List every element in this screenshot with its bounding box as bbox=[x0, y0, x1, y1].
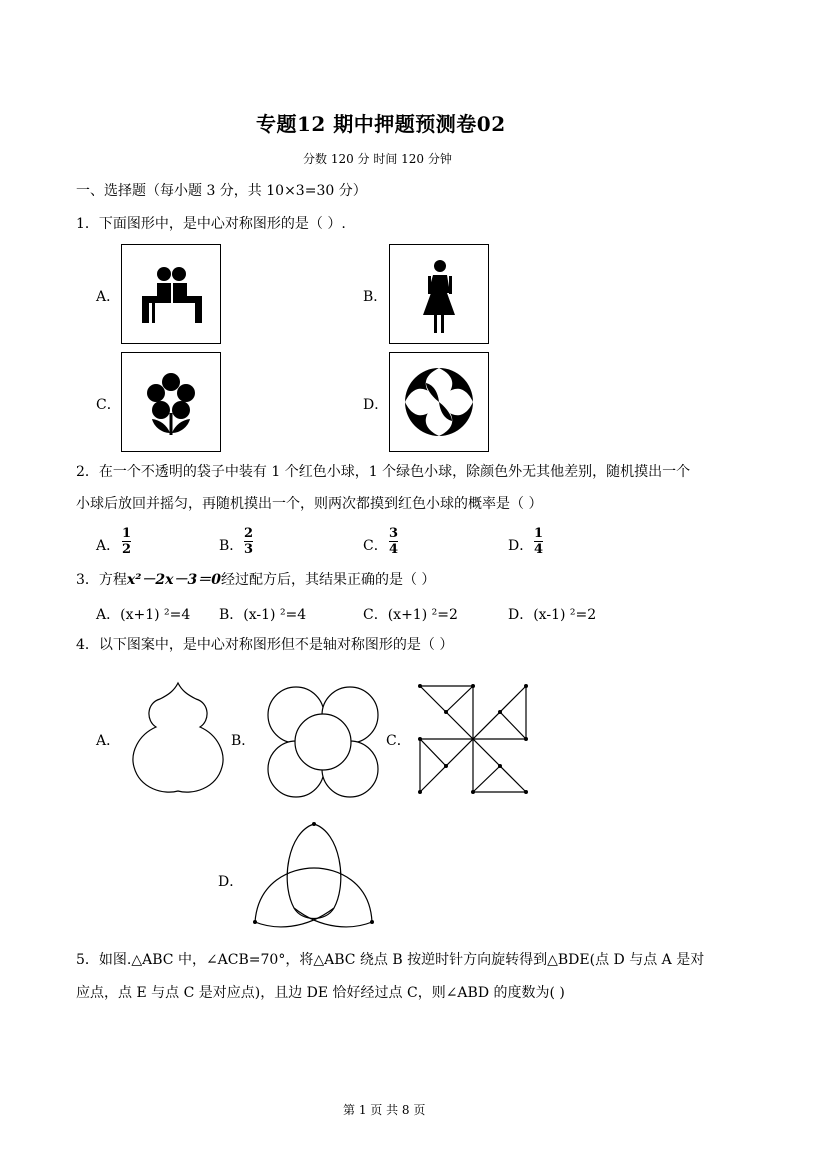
pinwheel-icon bbox=[418, 684, 528, 794]
q1-option-a-label: A． bbox=[96, 289, 121, 305]
fraction-denominator: 3 bbox=[244, 542, 254, 557]
flower-icon bbox=[122, 353, 220, 451]
q2-option-a-fraction bbox=[122, 527, 131, 556]
q1-option-b-figure bbox=[389, 244, 489, 344]
fraction-denominator: 4 bbox=[534, 542, 544, 557]
fraction-numerator: 1 bbox=[534, 526, 544, 541]
q3-option-c: C．(x+1) ²=2 bbox=[363, 607, 458, 623]
q2-option-b-label: B． bbox=[219, 538, 244, 554]
fraction-denominator: 4 bbox=[389, 542, 399, 557]
page-title: 专题12 期中押题预测卷02 bbox=[256, 112, 506, 136]
q2-option-d-fraction bbox=[534, 527, 543, 556]
q4-option-b-label: B． bbox=[231, 733, 256, 749]
page-subtitle: 分数 120 分 时间 120 分钟 bbox=[303, 152, 452, 166]
q1-option-b-label: B． bbox=[363, 289, 388, 305]
q1-option-d-label: D． bbox=[363, 397, 389, 413]
q1-option-a-figure bbox=[121, 244, 221, 344]
q2-option-d-label: D． bbox=[508, 538, 534, 554]
page-footer: 第 1 页 共 8 页 bbox=[343, 1103, 426, 1117]
q3-option-d: D．(x-1) ²=2 bbox=[508, 607, 597, 623]
question-2-line-2: 小球后放回并摇匀，再随机摸出一个，则两次都摸到红色小球的概率是（ ） bbox=[76, 496, 543, 512]
woman-icon bbox=[390, 245, 488, 343]
q1-option-c-figure bbox=[121, 352, 221, 452]
q2-option-b-fraction bbox=[244, 527, 253, 556]
question-5-line-1: 5．如图.△ABC 中，∠ACB=70°，将△ABC 绕点 B 按逆时针方向旋转得到△BDE(点 D 与点 A 是对 bbox=[76, 952, 705, 968]
q4-option-c-label: C． bbox=[386, 733, 411, 749]
gourd-icon bbox=[128, 675, 228, 795]
q4-option-d-label: D． bbox=[218, 874, 244, 890]
question-3-equation: x²－2x－3＝0 bbox=[126, 572, 221, 588]
q4-option-a-label: A． bbox=[96, 733, 121, 749]
question-3-suffix: 经过配方后，其结果正确的是（ ） bbox=[220, 572, 436, 588]
fraction-numerator: 1 bbox=[122, 526, 132, 541]
q3-option-b: B．(x-1) ²=4 bbox=[219, 607, 307, 623]
q1-option-c-label: C． bbox=[96, 397, 121, 413]
q2-option-c-label: C． bbox=[363, 538, 388, 554]
fraction-denominator: 2 bbox=[122, 542, 132, 557]
question-3-prefix: 3．方程 bbox=[76, 572, 127, 588]
question-1-stem: 1．下面图形中，是中心对称图形的是（ ）. bbox=[76, 216, 346, 232]
q2-option-c-fraction bbox=[389, 527, 398, 556]
question-3-stem bbox=[76, 570, 435, 590]
trefoil-icon bbox=[250, 822, 380, 932]
people-sitting-icon bbox=[122, 245, 220, 343]
four-circles-icon bbox=[263, 682, 383, 802]
question-2-line-1: 2．在一个不透明的袋子中装有 1 个红色小球，1 个绿色小球，除颜色外无其他差别，随机摸出一个 bbox=[76, 464, 691, 480]
circle-petals-icon bbox=[390, 353, 488, 451]
question-5-line-2: 应点，点 E 与点 C 是对应点)，且边 DE 恰好经过点 C，则∠ABD 的度数为( ) bbox=[76, 985, 565, 1001]
fraction-numerator: 3 bbox=[389, 526, 399, 541]
q1-option-d-figure bbox=[389, 352, 489, 452]
q2-option-a-label: A． bbox=[96, 538, 121, 554]
fraction-numerator: 2 bbox=[244, 526, 254, 541]
section-heading: 一、选择题（每小题 3 分，共 10×3=30 分） bbox=[76, 183, 367, 199]
q3-option-a: A．(x+1) ²=4 bbox=[96, 607, 191, 623]
question-4-stem: 4．以下图案中，是中心对称图形但不是轴对称图形的是（ ） bbox=[76, 637, 454, 653]
